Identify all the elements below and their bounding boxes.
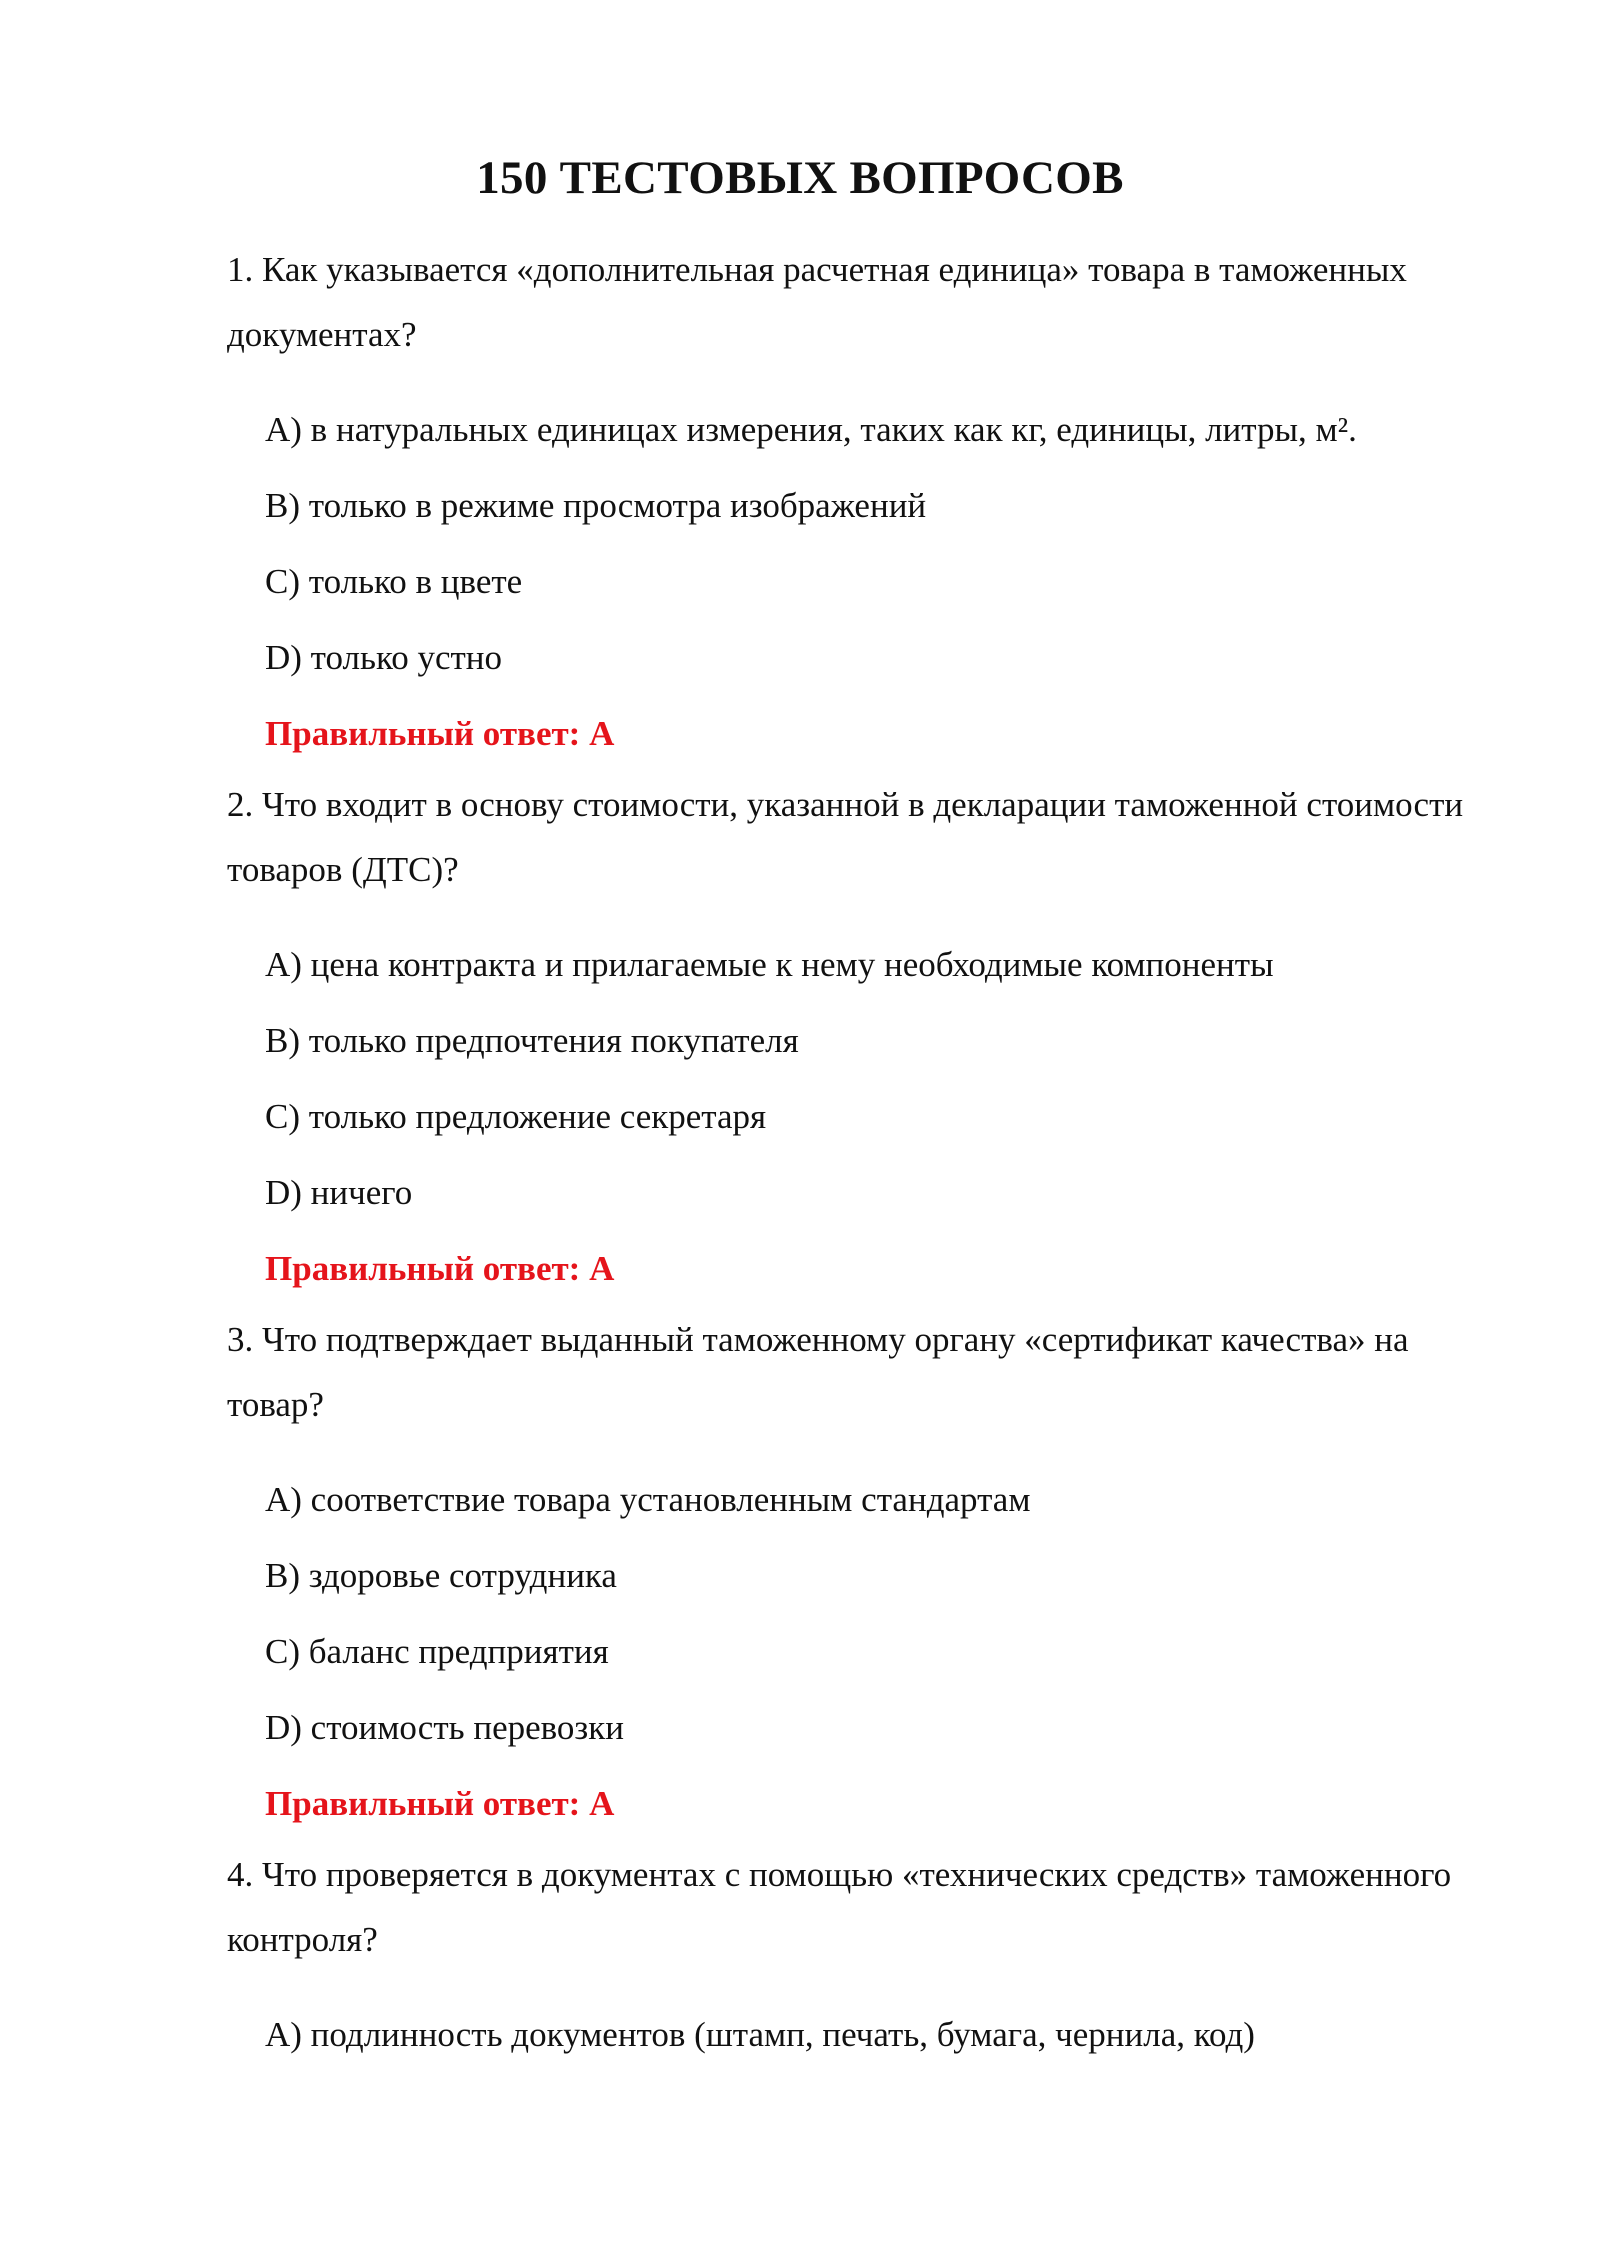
question-text: 3. Что подтверждает выданный таможенному органу «сертификат качества» на товар?: [227, 1320, 1409, 1424]
correct-answer: Правильный ответ: A: [265, 1249, 615, 1288]
option-c: C) только предложение секретаря: [265, 1097, 767, 1136]
option-a: A) цена контракта и прилагаемые к нему необходимые компоненты: [265, 945, 1274, 984]
option-b: B) только в режиме просмотра изображений: [265, 486, 927, 525]
question-text: 2. Что входит в основу стоимости, указанной в декларации таможенной стоимости товаров (ДТС)?: [227, 785, 1464, 889]
page-title: 150 ТЕСТОВЫХ ВОПРОСОВ: [476, 152, 1124, 204]
option-b: B) здоровье сотрудника: [265, 1556, 617, 1595]
correct-answer: Правильный ответ: A: [265, 1784, 615, 1823]
question-text: 4. Что проверяется в документах с помощью «технических средств» таможенного контроля?: [227, 1855, 1452, 1959]
option-d: D) только устно: [265, 638, 503, 677]
option-c: C) баланс предприятия: [265, 1632, 609, 1671]
correct-answer: Правильный ответ: A: [265, 714, 615, 753]
option-b: B) только предпочтения покупателя: [265, 1021, 799, 1060]
questions-list: [227, 237, 1472, 2073]
question-block-3: [227, 1307, 1472, 1842]
option-d: D) стоимость перевозки: [265, 1708, 624, 1747]
question-block-2: [227, 772, 1472, 1307]
option-a: A) подлинность документов (штамп, печать, бумага, чернила, код): [265, 2015, 1255, 2054]
option-c: C) только в цвете: [265, 562, 523, 601]
option-d: D) ничего: [265, 1173, 413, 1212]
question-block-1: [227, 237, 1472, 772]
option-a: A) в натуральных единицах измерения, таких как кг, единицы, литры, м².: [265, 410, 1357, 449]
option-a: A) соответствие товара установленным стандартам: [265, 1480, 1031, 1519]
question-text: 1. Как указывается «дополнительная расчетная единица» товара в таможенных документах?: [227, 250, 1407, 354]
question-block-4: [227, 1842, 1472, 2073]
